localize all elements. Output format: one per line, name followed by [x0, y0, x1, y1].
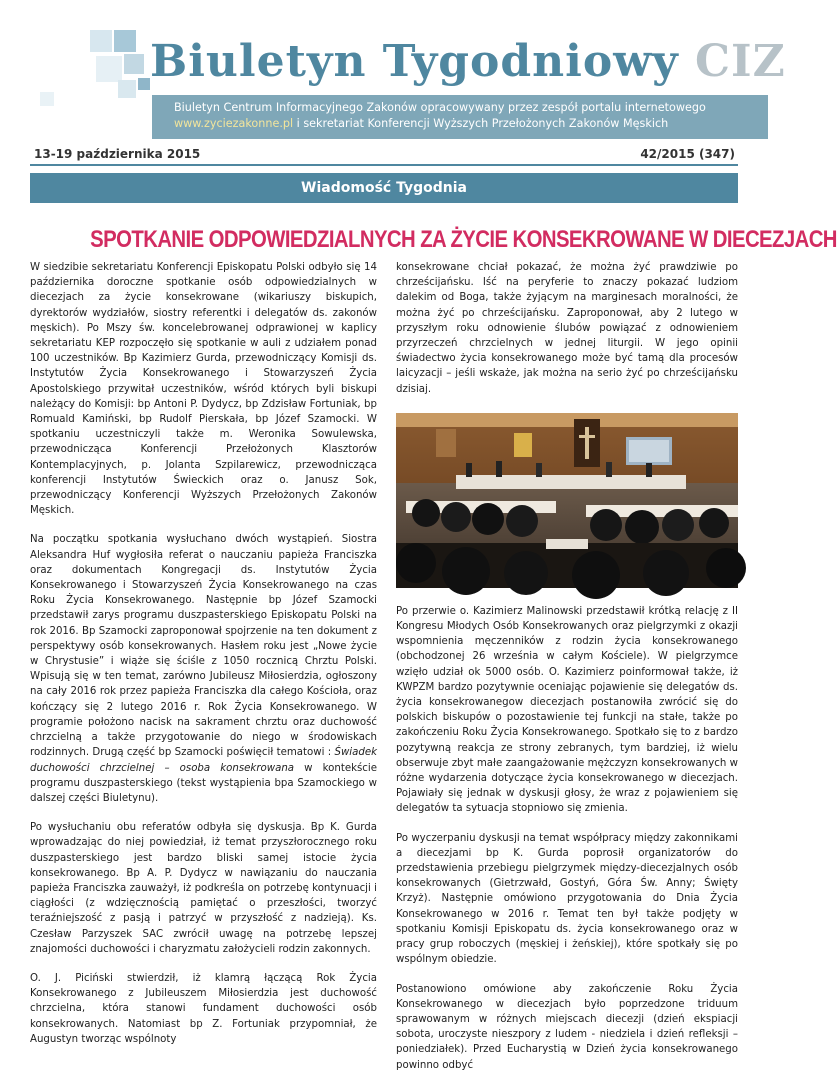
- bulletin-title-ciz: CIZ: [694, 36, 786, 87]
- meeting-photo-illustration: [396, 413, 738, 588]
- subtitle-line-1: Biuletyn Centrum Informacyjnego Zakonów opracowywany przez zespół portalu internetowego: [174, 101, 706, 114]
- website-link[interactable]: www.zyciezakonne.pl: [174, 117, 294, 130]
- subtitle-line-2-text: i sekretariat Konferencji Wyższych Przełożonych Zakonów Męskich: [293, 117, 669, 130]
- logo-square: [40, 92, 54, 106]
- logo-square: [138, 78, 150, 90]
- paragraph: Po wyczerpaniu dyskusji na temat współpracy między zakonnikami a diecezjami bp K. Gurda poprosił organizatorów do przedstawienia przebiegu pielgrzymek między-diecezjalnych osób konsekrowanych (Gietrzwałd, Gostyń, Góra Św. Anny; Święty Krzyż). Następnie omówiono przygotowania do Dnia Życia Konsekrowanego w 2016 r. Temat ten był także podjęty w spotkaniu Komisji Episkopatu ds. życia konsekrowanego oraz w pracy grup roboczych (męskiej i żeńskiej), które spotkały się po wspólnym obiedzie.: [396, 832, 738, 966]
- subtitle-band: [152, 95, 768, 139]
- article-column-right: [396, 260, 738, 1087]
- bulletin-title-main: Biuletyn Tygodniowy: [150, 36, 695, 87]
- bulletin-title: [150, 36, 786, 87]
- italic-title: Świadek duchowości chrzcielnej – osoba konsekrowana: [30, 747, 377, 774]
- paragraph: W siedzibie sekretariatu Konferencji Episkopatu Polski odbyło się 14 października doroczne spotkanie osób odpowiedzialnych w diecezjach za życie konsekrowane (wikariuszy biskupich, dyrektorów wydziałów, siostry referentki i delegatów ds. zakonów męskich). Po Mszy św. koncelebrowanej odprawionej w kaplicy sekretariatu KEP rozpoczęło się spotkanie w auli z udziałem ponad 100 uczestników. Bp Kazimierz Gurda, przewodniczący Komisji ds. Instytutów Życia Konsekrowanego i Stowarzyszeń Życia Apostolskiego przywitał uczestników, wśród których byli biskupi należący do Komisji: bp Antoni P. Dydycz, bp Zdzisław Fortuniak, bp Romuald Kamiński, bp Rudolf Pierskała, bp Józef Szamocki. W spotkaniu uczestniczyli także m. Weronika Sowulewska, przewodnicząca Konferencji Przełożonych Klasztorów Kontemplacyjnych, p. Jolanta Szpilarewicz, przewodnicząca konferencji Instytutów Świeckich oraz o. Janusz Sok, przewodniczący Konferencji Wyższych Przełożonych Zakonów Męskich.: [30, 262, 377, 517]
- article-column-left: [30, 260, 377, 1061]
- paragraph-text: w kontekście programu duszpasterskiego (tekst wystąpienia bpa Szamockiego w dalszej części Biuletynu).: [30, 762, 377, 804]
- paragraph: Po wysłuchaniu obu referatów odbyła się dyskusja. Bp K. Gurda wprowadzając do niej powiedział, iż temat przyszłorocznego roku duszpasterskiego jest bardzo bliski samej istocie życia konsekrowanego. Bp A. P. Dydycz w nawiązaniu do nauczania papieża Franciszka zauważył, iż podkreśla on potrzebę kontynuacji i ciągłości (z wdzięcznością pamiętać o przeszłości, tworzyć teraźniejszość z pasją i patrzyć w przyszłość z nadzieją). Ks. Czesław Parzyszek SAC zwrócił uwagę na potrzebę lepszej znajomości duchowości i charyzmatu założycieli rodzin zakonnych.: [30, 822, 377, 955]
- logo-square: [114, 30, 136, 52]
- meeting-photo: [396, 413, 738, 588]
- article-headline: SPOTKANIE ODPOWIEDZIALNYCH ZA ŻYCIE KONSEKROWANE W DIECEZJACH: [90, 226, 837, 253]
- paragraph: konsekrowane chciał pokazać, że można żyć prawdziwie po chrześcijańsku. Iść na peryferie to znaczy pokazać ludziom dalekim od Boga, także żyjącym na marginesach moralności, że można żyć po chrześcijańsku. Zaproponował, aby 2 lutego w przyszłym roku odnowienie ślubów powiązać z odnowieniem przyrzeczeń chrzcielnych w jednej liturgii. W jego opinii świadectwo życia konsekrowanego może być tamą dla procesów laicyzacji – jeśli wskaże, jak można na serio żyć po chrześcijańsku dzisiaj.: [396, 262, 738, 395]
- issue-date: 13-19 października 2015: [34, 147, 201, 161]
- paragraph: Po przerwie o. Kazimierz Malinowski przedstawił krótką relację z II Kongresu Młodych Osób Konsekrowanych oraz pielgrzymki z okazji wspomnienia męczenników z rodzin życia konsekrowanego (obchodzonej 26 września w całym Kościele). W pielgrzymce wzięło udział ok 5000 osób. O. Kazimierz poinformował także, iż KWPZM bardzo pozytywnie oceniając pojawienie się delegatów ds. życia konsekrowanegow diecezjach postanowiła zwrócić się do polskich biskupów o pozostawienie tej funkcji na stałe, także po zakończeniu Roku Życia Konsekrowanego. Spotkało się to z bardzo pozytywną reakcja ze strony zebranych, tym bardziej, iż wielu obserwuje zbyt małe zaangażowanie mężczyzn konsekrowanych w różne wydarzenia dotyczące życia konsekrowanego w diecezjach. Pojawiały się jednak w dyskusji głosy, że wraz z pojawieniem się delegatów ta sytuacja stopniowo się zmienia.: [396, 605, 738, 815]
- logo-square: [96, 56, 122, 82]
- logo-square: [90, 30, 112, 52]
- issue-number: 42/2015 (347): [640, 147, 735, 161]
- divider: [30, 164, 738, 166]
- paragraph: [30, 532, 377, 806]
- logo-square: [124, 54, 144, 74]
- masthead: [0, 0, 786, 140]
- section-label: Wiadomość Tygodnia: [30, 173, 738, 203]
- paragraph-text: Na początku spotkania wysłuchano dwóch wystąpień. Siostra Aleksandra Huf wygłosiła referat o nauczaniu papieża Franciszka oraz dokumentach Kongregacji ds. Instytutów Życia Konsekrowanego i Stowarzyszeń Życia Konsekrowanego na czas Roku Życia Konsekrowanego. Następnie bp Józef Szamocki przedstawił zarys programu duszpasterskiego Episkopatu Polski na rok 2016. Bp Szamocki zaproponował spojrzenie na ten dokument z perspektywy osób konsekrowanych. Hasłem roku jest „Nowe życie w Chrystusie” i wiąże się ściśle z 1050 rocznicą Chrztu Polski. Wpisują się w ten temat, zarówno Jubileusz Miłosierdzia, ogłoszony na cały 2016 rok przez papieża Franciszka dla całego Kościoła, oraz kończący się 2 lutego 2016 r. Rok Życia Konsekrowanego. W programie położono nacisk na sakrament chrztu oraz duchowość chrzcielną a także przygotowanie do niego w środowiskach rodzinnych. Drugą część bp Szamocki poświęcił tematowi :: [30, 534, 377, 759]
- subtitle-line-2: [174, 116, 768, 132]
- logo-square: [118, 80, 136, 98]
- paragraph: Postanowiono omówione aby zakończenie Roku Życia Konsekrowanego w diecezjach było poprzedzone triduum sprawowanym w różnych miejscach diecezji (dzień ekspiacji sobota, uroczyste nieszpory z ludem - niedziela i dzień refleksji – poniedziałek). Przed Eucharystią w Dzień życia konsekrowanego powinno odbyć: [396, 983, 738, 1071]
- paragraph: O. J. Piciński stwierdził, iż klamrą łączącą Rok Życia Konsekrowanego z Jubileuszem Miłosierdzia jest duchowość chrzcielna, która stanowi fundament duchowości osób konsekrowanych. Natomiast bp Z. Fortuniak przypomniał, że Augustyn tworząc wspólnoty: [30, 972, 377, 1045]
